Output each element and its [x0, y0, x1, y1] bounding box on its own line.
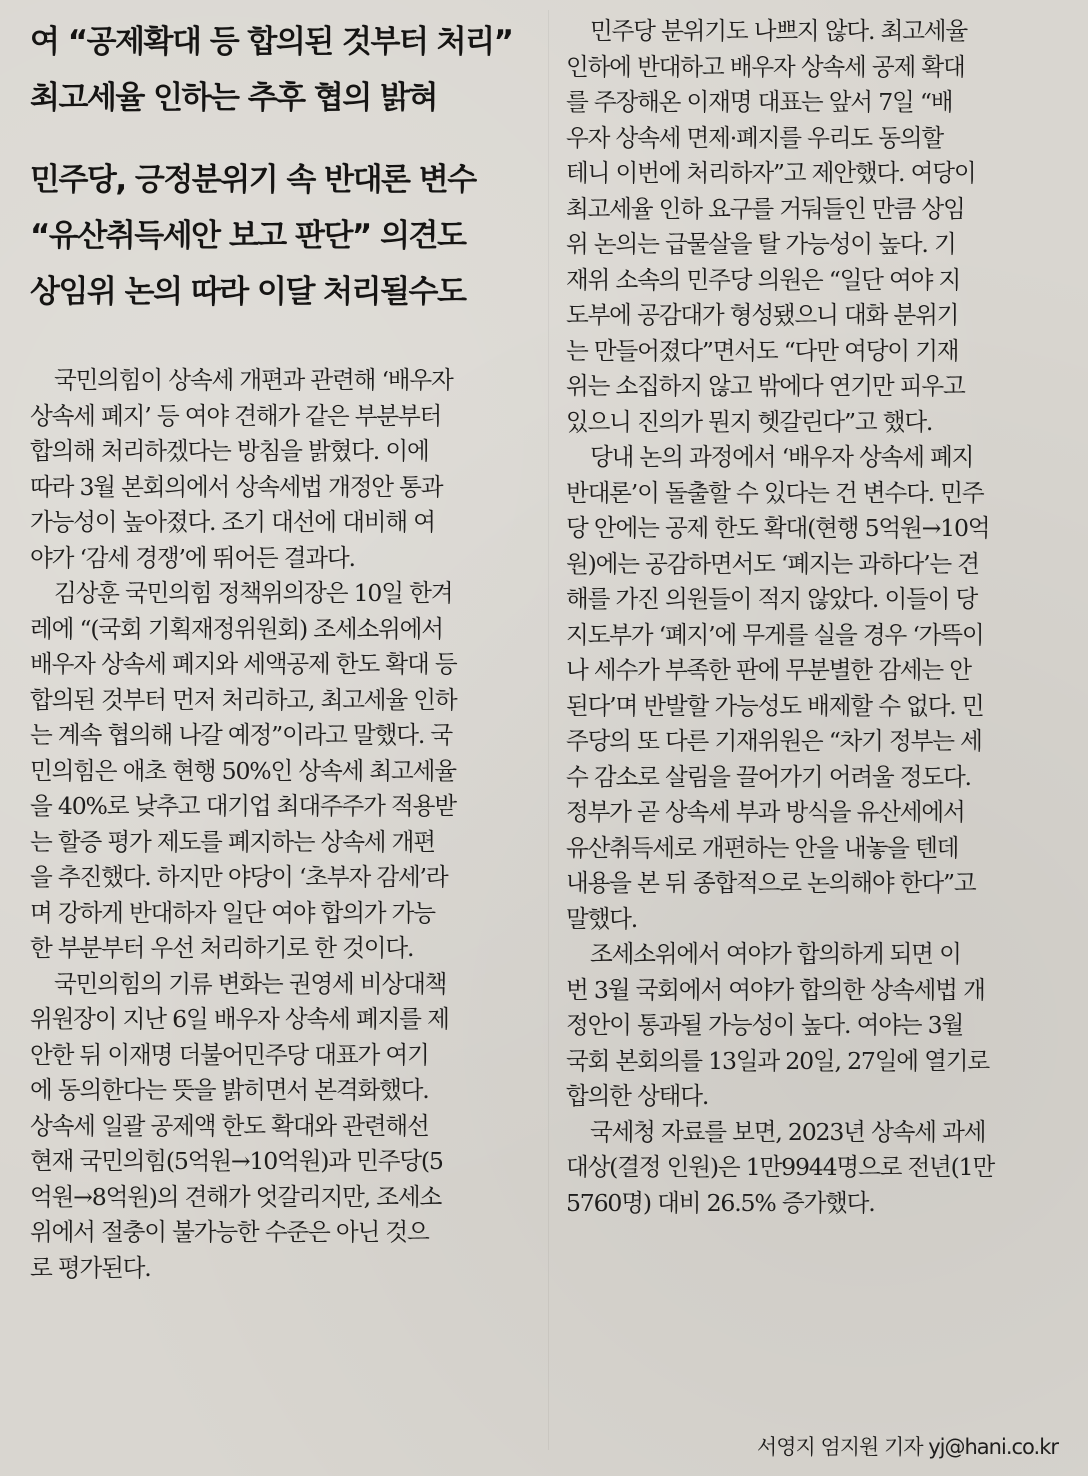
text-line: 는 만들어졌다”면서도 “다만 여당이 기재: [566, 336, 959, 365]
text-line: 야가 ‘감세 경쟁’에 뛰어든 결과다.: [30, 543, 355, 572]
text-line: 5760명) 대비 26.5% 증가했다.: [566, 1188, 875, 1217]
text-line: 는 할증 평가 제도를 폐지하는 상속세 개편: [30, 827, 435, 856]
text-line: 반대론’이 돌출할 수 있다는 건 변수다. 민주: [566, 478, 984, 507]
text-line: 최고세율 인하 요구를 거둬들인 만큼 상임: [566, 194, 965, 223]
text-line: 수 감소로 살림을 끌어가기 어려울 정도다.: [566, 762, 971, 791]
text-line: 위 논의는 급물살을 탈 가능성이 높다. 기: [566, 230, 956, 258]
text-line: 인하에 반대하고 배우자 상속세 공제 확대: [566, 52, 965, 81]
text-line: 따라 3월 본회의에서 상속세법 개정안 통과: [30, 472, 443, 501]
text-line: 로 평가된다.: [30, 1253, 151, 1282]
text-line: 국회 본회의를 13일과 20일, 27일에 열기로: [566, 1046, 989, 1075]
headline: 상임위 논의 따라 이달 처리될수도: [30, 274, 466, 310]
text-line: 나 세수가 부족한 판에 무분별한 감세는 안: [566, 656, 971, 684]
headline-group-secondary: [30, 152, 530, 320]
left-column: [30, 14, 530, 1286]
text-line: 상속세 일괄 공제액 한도 확대와 관련해선: [30, 1111, 429, 1140]
text-line: 주당의 또 다른 기재위원은 “차기 정부는 세: [566, 727, 982, 755]
headline: “유산취득세안 보고 판단” 의견도: [30, 218, 466, 254]
text-line: 당내 논의 과정에서 ‘배우자 상속세 폐지: [590, 443, 974, 471]
text-line: 한 부분부터 우선 처리하기로 한 것이다.: [30, 934, 414, 962]
text-line: 민주당 분위기도 나쁘지 않다. 최고세율: [590, 17, 967, 45]
article-body-right: [566, 14, 1072, 1221]
text-line: 위원장이 지난 6일 배우자 상속세 폐지를 제: [30, 1005, 449, 1033]
text-line: 현재 국민의힘(5억원→10억원)과 민주당(5: [30, 1147, 443, 1175]
headline-group-primary: [30, 14, 530, 126]
text-line: 유산취득세로 개편하는 안을 내놓을 텐데: [566, 833, 959, 862]
text-line: 당 안에는 공제 한도 확대(현행 5억원→10억: [566, 514, 990, 542]
headline: 민주당, 긍정분위기 속 반대론 변수: [30, 162, 476, 198]
text-line: 민의힘은 애초 현행 50%인 상속세 최고세율: [30, 756, 456, 785]
text-line: 국세청 자료를 보면, 2023년 상속세 과세: [590, 1117, 986, 1146]
text-line: 안한 뒤 이재명 더불어민주당 대표가 여기: [30, 1040, 429, 1069]
text-line: 국민의힘의 기류 변화는 권영세 비상대책: [54, 969, 447, 998]
text-line: 을 40%로 낮추고 대기업 최대주주가 적용받: [30, 792, 456, 820]
text-line: 있으니 진의가 뭔지 헷갈린다”고 했다.: [566, 407, 933, 436]
text-line: 내용을 본 뒤 종합적으로 논의해야 한다”고: [566, 869, 976, 897]
text-line: 도부에 공감대가 형성됐으니 대화 분위기: [566, 301, 959, 329]
text-line: 번 3월 국회에서 여야가 합의한 상속세법 개: [566, 975, 985, 1004]
text-line: 김상훈 국민의힘 정책위의장은 10일 한겨: [54, 579, 453, 607]
text-line: 합의해 처리하겠다는 방침을 밝혔다. 이에: [30, 437, 429, 465]
text-line: 배우자 상속세 폐지와 세액공제 한도 확대 등: [30, 650, 457, 678]
text-line: 된다’며 반발할 가능성도 배제할 수 없다. 민: [566, 691, 984, 720]
article-body-left: [30, 363, 530, 1286]
text-line: 에 동의한다는 뜻을 밝히면서 본격화했다.: [30, 1076, 429, 1104]
text-line: 위는 소집하지 않고 밖에다 연기만 피우고: [566, 372, 965, 400]
text-line: 상속세 폐지’ 등 여야 견해가 같은 부분부터: [30, 401, 442, 430]
text-line: 억원→8억원)의 견해가 엇갈리지만, 조세소: [30, 1182, 442, 1211]
text-line: 며 강하게 반대하자 일단 여야 합의가 가능: [30, 898, 435, 927]
text-line: 합의된 것부터 먼저 처리하고, 최고세율 인하: [30, 685, 457, 714]
text-line: 을 추진했다. 하지만 야당이 ‘초부자 감세’라: [30, 863, 448, 891]
column-divider: [548, 10, 549, 1450]
text-line: 조세소위에서 여야가 합의하게 되면 이: [590, 940, 961, 968]
byline: 서영지 엄지원 기자 yj@hani.co.kr: [756, 1435, 1058, 1459]
text-line: 가능성이 높아졌다. 조기 대선에 대비해 여: [30, 508, 435, 536]
text-line: 는 계속 협의해 나갈 예정”이라고 말했다. 국: [30, 721, 453, 749]
text-line: 지도부가 ‘폐지’에 무게를 실을 경우 ‘가뜩이: [566, 620, 984, 649]
headline: 최고세율 인하는 추후 협의 밝혀: [30, 80, 437, 116]
text-line: 정부가 곧 상속세 부과 방식을 유산세에서: [566, 798, 965, 826]
text-line: 위에서 절충이 불가능한 수준은 아닌 것으: [30, 1218, 429, 1246]
text-line: 테니 이번에 처리하자”고 제안했다. 여당이: [566, 159, 976, 187]
text-line: 재위 소속의 민주당 의원은 “일단 여야 지: [566, 265, 961, 294]
text-line: 원)에는 공감하면서도 ‘폐지는 과하다’는 견: [566, 549, 979, 578]
text-line: 대상(결정 인원)은 1만9944명으로 전년(1만: [566, 1153, 995, 1181]
text-line: 정안이 통과될 가능성이 높다. 여야는 3월: [566, 1011, 964, 1039]
headline: 여 “공제확대 등 합의된 것부터 처리”: [30, 24, 513, 60]
text-line: 를 주장해온 이재명 대표는 앞서 7일 “배: [566, 88, 953, 116]
text-line: 레에 “(국회 기획재정위원회) 조세소위에서: [30, 614, 443, 643]
text-line: 해를 가진 의원들이 적지 않았다. 이들이 당: [566, 585, 978, 613]
text-line: 합의한 상태다.: [566, 1082, 709, 1110]
text-line: 국민의힘이 상속세 개편과 관련해 ‘배우자: [54, 366, 453, 394]
text-line: 말했다.: [566, 904, 638, 933]
text-line: 우자 상속세 면제·폐지를 우리도 동의할: [566, 123, 943, 152]
